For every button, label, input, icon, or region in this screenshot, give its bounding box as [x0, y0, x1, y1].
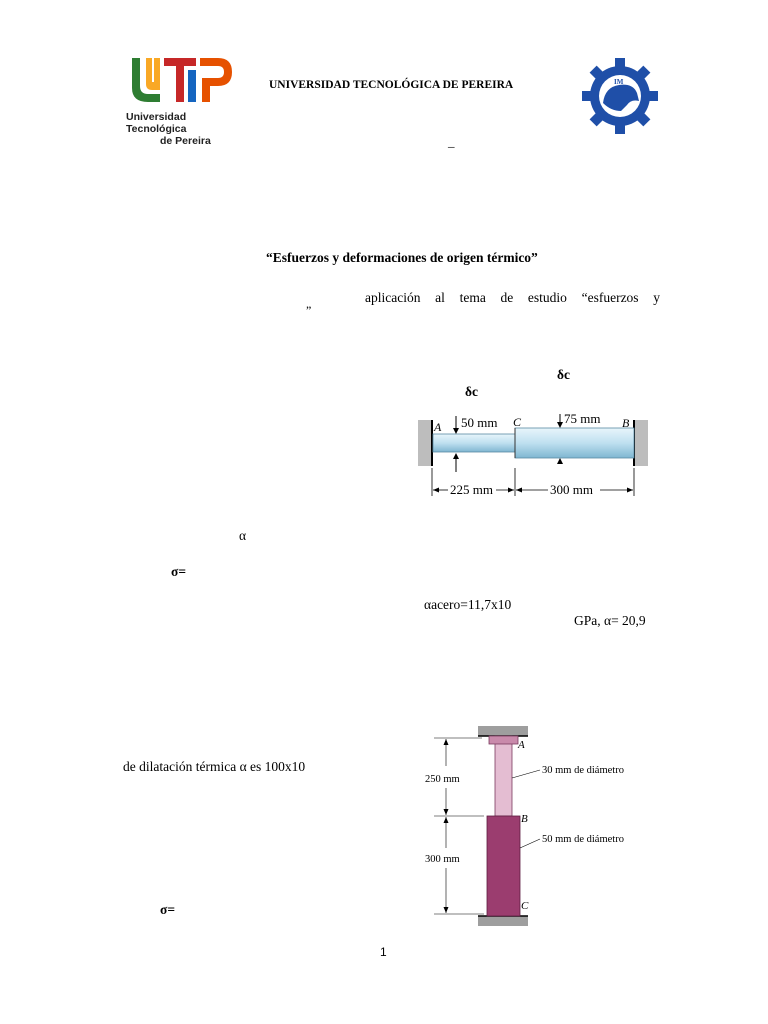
- im-logo-text: IM: [614, 78, 624, 86]
- diameter-cb-label: 75 mm: [564, 411, 601, 426]
- intro-line1: [365, 290, 660, 306]
- length-bc-label: 300 mm: [425, 854, 460, 865]
- rod-segment-ab: [495, 736, 512, 816]
- point-b-label: B: [521, 813, 528, 825]
- diameter-ac-label: 50 mm: [461, 415, 498, 430]
- gpa-alpha-value: GPa, α= 20,9: [574, 613, 646, 628]
- bar-segment-ac: [433, 434, 515, 452]
- university-name: UNIVERSIDAD TECNOLÓGICA DE PEREIRA: [269, 79, 514, 91]
- sigma-label-1: σ=: [171, 564, 187, 579]
- point-c-label: C: [513, 415, 522, 429]
- figure-stepped-bar: [414, 406, 654, 502]
- utp-logo: [126, 54, 238, 147]
- delta-c-label-2: δc: [465, 384, 478, 399]
- length-ab-label: 250 mm: [425, 774, 460, 785]
- alpha-steel-value: αacero=11,7x10: [424, 597, 512, 612]
- diameter-ab-label: 30 mm de diámetro: [542, 765, 624, 776]
- im-gear-logo: [581, 57, 659, 135]
- rod-segment-bc: [487, 816, 520, 916]
- document-title: “Esfuerzos y deformaciones de origen térmico”: [266, 250, 538, 265]
- bottom-support: [478, 916, 528, 926]
- alpha-symbol: α: [239, 528, 247, 543]
- delta-c-label-1: δc: [557, 367, 570, 382]
- thermal-expansion-text: de dilatación térmica α es 100x10: [123, 759, 306, 774]
- point-a-label: A: [518, 739, 525, 751]
- figure-vertical-column: [412, 726, 652, 928]
- bar-segment-cb: [515, 428, 634, 458]
- top-support: [478, 726, 528, 736]
- utp-logo-mark: [126, 54, 238, 106]
- intro-line1-text: aplicación al tema de estudio “esfuerzos y: [365, 290, 660, 305]
- intro-line2: ”: [306, 303, 312, 317]
- point-b-label: B: [622, 416, 630, 430]
- utp-logo-line1: Universidad Tecnológica: [126, 111, 187, 135]
- utp-logo-line2: de Pereira: [160, 135, 211, 147]
- point-a-label: A: [434, 420, 442, 434]
- left-wall: [418, 420, 432, 466]
- point-c-label: C: [521, 900, 529, 912]
- sigma-label-2: σ=: [160, 902, 176, 917]
- page-number: 1: [380, 945, 387, 959]
- diameter-bc-label: 50 mm de diámetro: [542, 834, 624, 845]
- length-cb-label: 300 mm: [550, 482, 593, 497]
- length-ac-label: 225 mm: [450, 482, 493, 497]
- right-wall: [634, 420, 648, 466]
- header-underscore: _: [448, 134, 455, 149]
